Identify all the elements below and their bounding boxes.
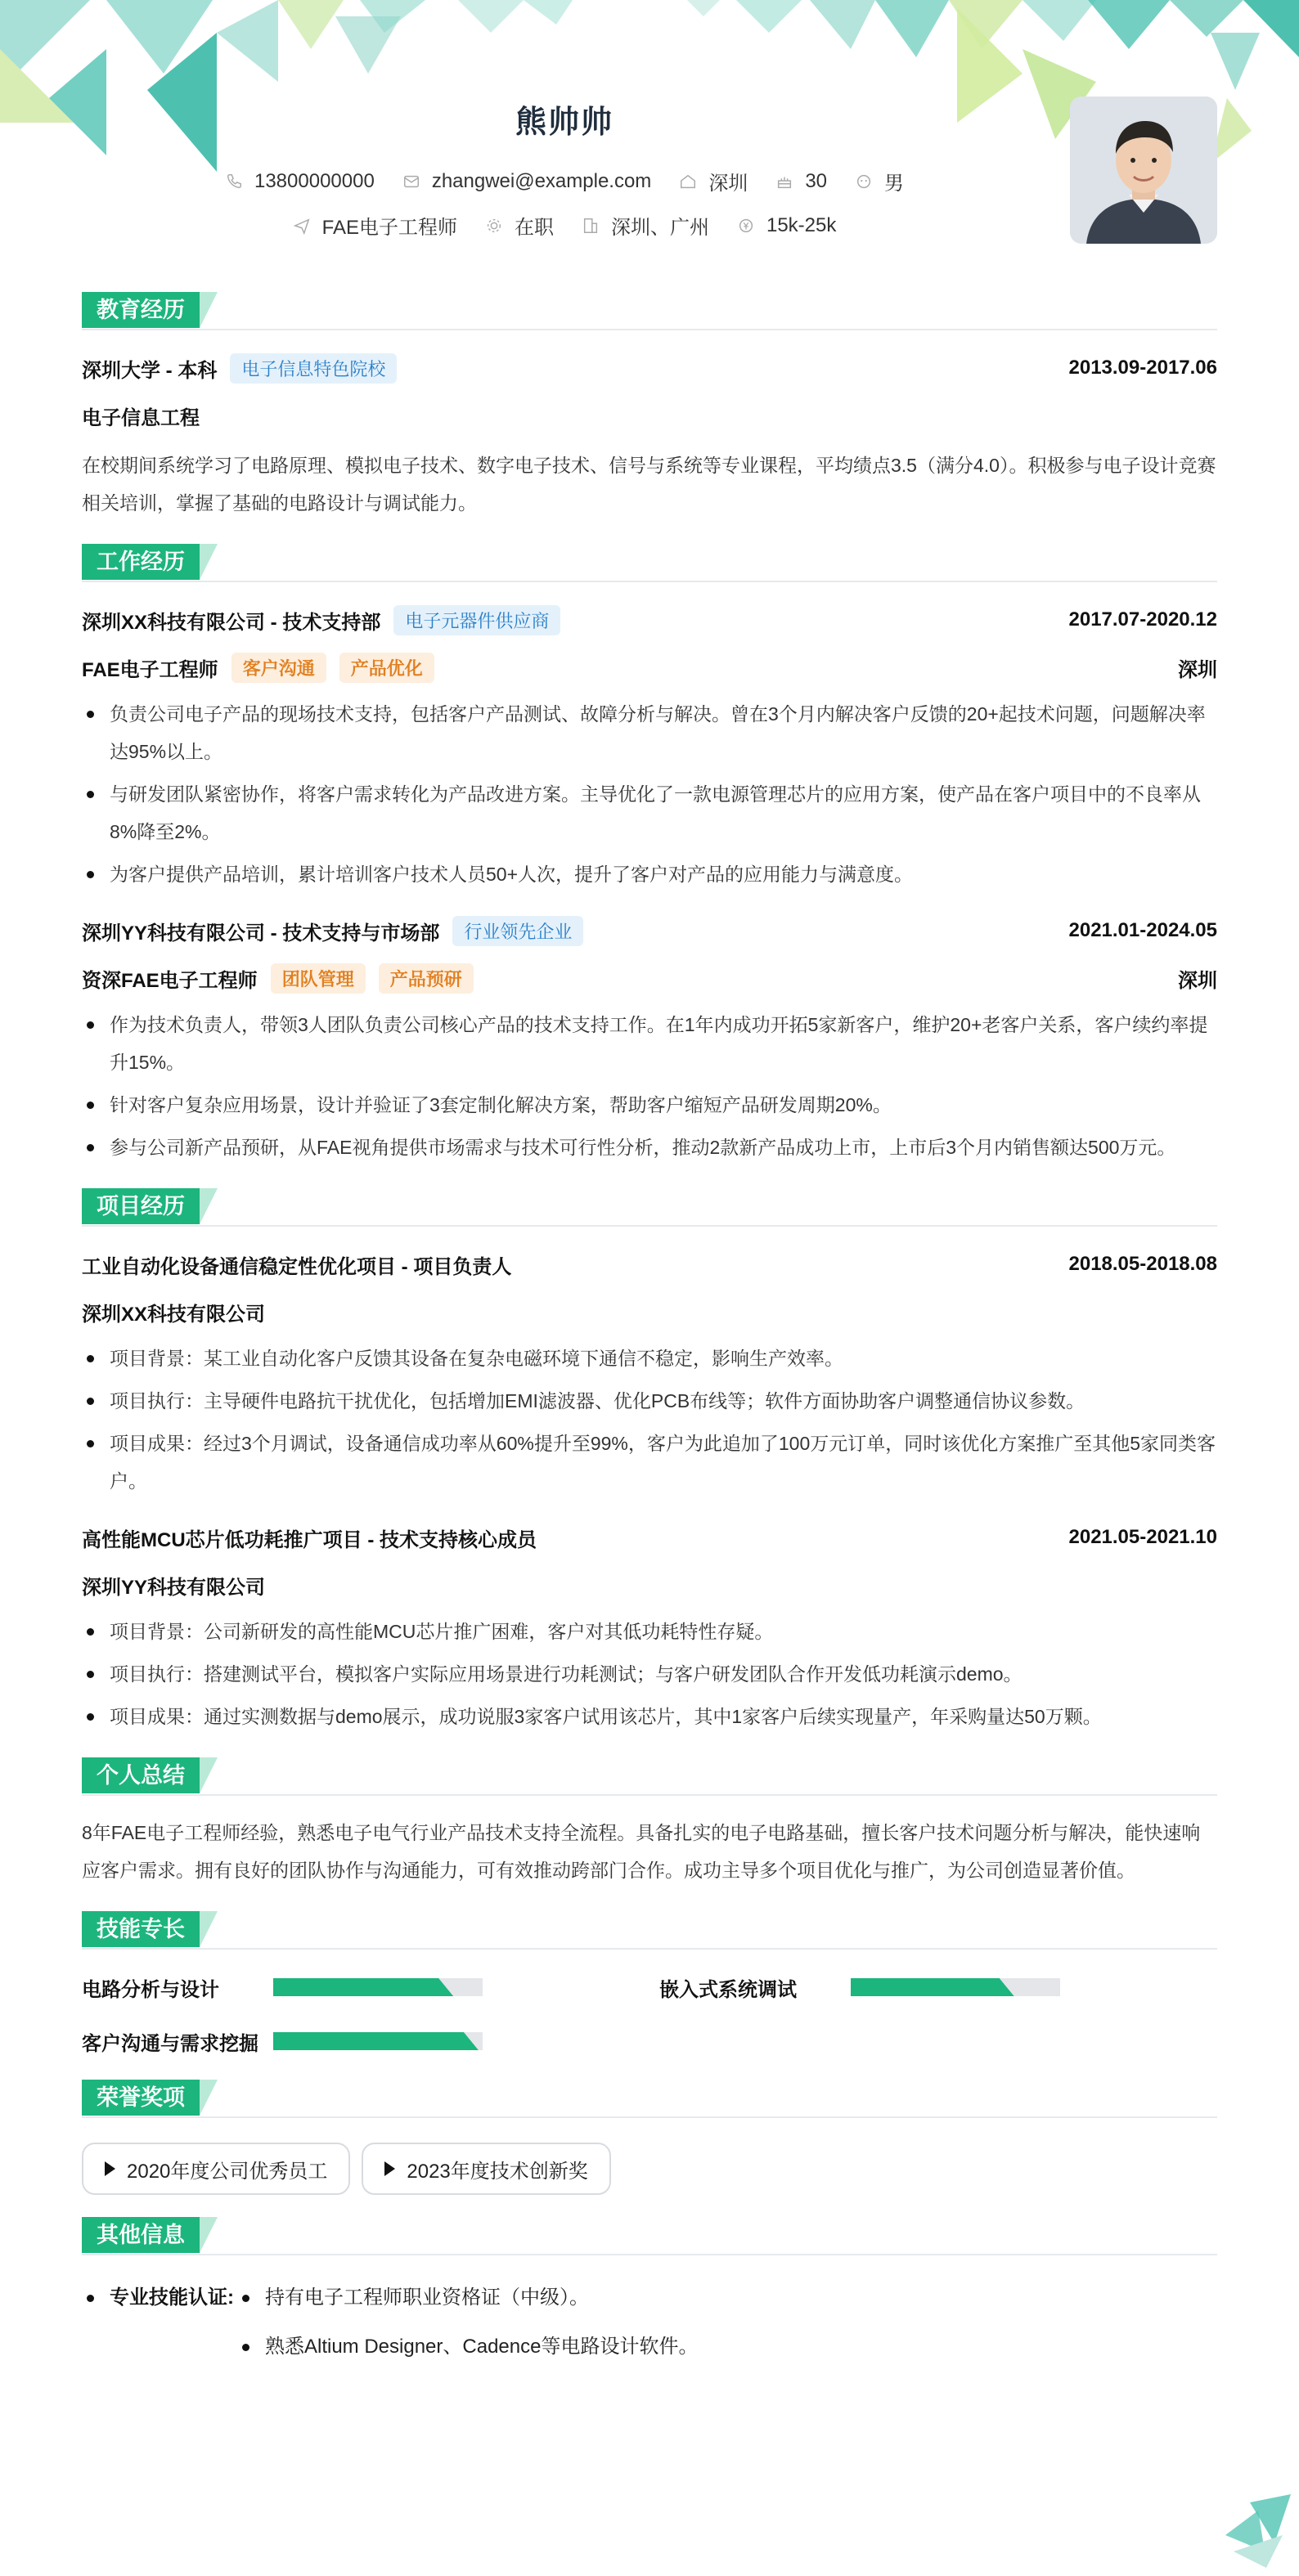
role-tag: 客户沟通 (231, 653, 326, 683)
company-name: 深圳XX科技有限公司 - 技术支持部 (82, 611, 381, 634)
mail-icon (402, 173, 420, 191)
project-company-row (82, 1295, 1217, 1328)
work-location: 深圳 (1178, 658, 1217, 681)
award-label: 2023年度技术创新奖 (407, 2160, 588, 2183)
list-item: 项目执行：主导硬件电路抗干扰优化，包括增加EMI滤波器、优化PCB布线等；软件方面协助客户调整通信协议参数。 (82, 1382, 1217, 1420)
work-company-left (82, 605, 560, 635)
project-bullets (82, 1613, 1217, 1735)
money-icon (737, 217, 755, 235)
email-item (402, 170, 652, 193)
project-entry (82, 1521, 1217, 1735)
send-icon (293, 217, 311, 235)
skill-fill (851, 1978, 1014, 1996)
status-value: 在职 (514, 217, 554, 239)
major: 电子信息工程 (82, 406, 200, 429)
job-row (82, 211, 1047, 240)
education-section (82, 291, 1217, 522)
skill-bar (273, 1978, 483, 1996)
section-tail (200, 292, 218, 328)
projects-section (82, 1187, 1217, 1735)
company-tag: 电子元器件供应商 (393, 605, 560, 635)
summary-section (82, 1757, 1217, 1889)
company-tag: 行业领先企业 (452, 916, 583, 946)
project-entry (82, 1248, 1217, 1500)
candidate-name: 熊帅帅 (515, 105, 614, 140)
skill-bar (273, 2032, 483, 2050)
work-entry (82, 914, 1217, 1166)
work-role-row (82, 962, 1217, 994)
status-item (485, 211, 554, 240)
school-tag: 电子信息特色院校 (230, 353, 397, 384)
work-date: 2021.01-2024.05 (1068, 919, 1217, 941)
avatar (1070, 96, 1217, 244)
summary-text: 8年FAE电子工程师经验，熟悉电子电气行业产品技术支持全流程。具备扎实的电子电路基础，擅长客户技术问题分析与解决，能快速响应客户需求。拥有良好的团队协作与沟通能力，可有效推动跨部门合作。成功主导多个项目优化与推广，为公司创造显著价值。 (82, 1822, 1201, 1881)
age-item (775, 170, 827, 193)
list-item: 与研发团队紧密协作，将客户需求转化为产品改进方案。主导优化了一款电源管理芯片的应用方案，使产品在客户项目中的不良率从8%降至2%。 (82, 775, 1217, 850)
section-title: 其他信息 (82, 2217, 200, 2253)
other-section (82, 2216, 1217, 2375)
salary-item (737, 214, 836, 237)
gear-icon (485, 217, 503, 235)
company-name: 深圳YY科技有限公司 - 技术支持与市场部 (82, 922, 440, 945)
project-title: 工业自动化设备通信稳定性优化项目 - 项目负责人 (82, 1255, 512, 1278)
list-item: 作为技术负责人，带领3人团队负责公司核心产品的技术支持工作。在1年内成功开拓5家新客户，维护20+老客户关系，客户续约率提升15%。 (82, 1006, 1217, 1081)
awards-list (82, 2143, 1217, 2195)
section-tail (200, 2217, 218, 2253)
project-title-row (82, 1521, 1217, 1554)
home-icon (679, 173, 697, 191)
gender-value: 男 (884, 173, 905, 195)
target-city-item (582, 211, 709, 240)
work-role-row (82, 651, 1217, 684)
other-label: 专业技能认证: (82, 2277, 237, 2375)
list-item: 项目成果：通过实测数据与demo展示，成功说服3家客户试用该芯片，其中1家客户后续实现量产，年采购量达50万颗。 (82, 1698, 1217, 1735)
list-item: 项目背景：公司新研发的高性能MCU芯片推广困难，客户对其低功耗特性存疑。 (82, 1613, 1217, 1650)
gender-item (855, 167, 904, 195)
list-item: 针对客户复杂应用场景，设计并验证了3套定制化解决方案，帮助客户缩短产品研发周期20%。 (82, 1086, 1217, 1124)
target-city-value: 深圳、广州 (610, 217, 709, 239)
education-entry (82, 352, 1217, 522)
work-location: 深圳 (1178, 969, 1217, 992)
work-role-left (82, 963, 474, 994)
section-title: 个人总结 (82, 1757, 200, 1793)
section-title: 工作经历 (82, 544, 200, 580)
list-item: 项目执行：搭建测试平台，模拟客户实际应用场景进行功耗测试；与客户研发团队合作开发低功耗演示demo。 (82, 1655, 1217, 1693)
award-badge (362, 2143, 610, 2195)
age-value: 30 (805, 169, 828, 192)
list-item: 持有电子工程师职业资格证（中级）。 (237, 2277, 698, 2319)
skill-fill (273, 2032, 479, 2050)
play-icon (105, 2161, 115, 2176)
city-item (679, 167, 748, 195)
project-company: 深圳XX科技有限公司 (82, 1303, 266, 1326)
work-role-left (82, 653, 434, 683)
phone-value: 13800000000 (254, 169, 375, 192)
summary-header (82, 1757, 1217, 1796)
skill-item (82, 2025, 659, 2058)
section-tail (200, 1911, 218, 1947)
job-title-value: FAE电子工程师 (321, 217, 457, 239)
list-item: 熟悉Altium Designer、Cadence等电路设计软件。 (237, 2326, 698, 2368)
education-header (82, 291, 1217, 330)
work-date: 2017.07-2020.12 (1068, 608, 1217, 631)
skills-section (82, 1910, 1217, 2058)
education-row (82, 352, 1217, 384)
role-name: 资深FAE电子工程师 (82, 969, 258, 992)
skill-name: 客户沟通与需求挖掘 (82, 2032, 258, 2055)
skills-header (82, 1910, 1217, 1950)
role-tag: 产品预研 (379, 963, 474, 994)
section-tail (200, 1188, 218, 1224)
work-bullets (82, 1006, 1217, 1166)
work-company-row (82, 604, 1217, 636)
salary-value: 15k-25k (766, 213, 837, 236)
work-company-row (82, 914, 1217, 947)
education-date: 2013.09-2017.06 (1068, 357, 1217, 379)
major-row (82, 399, 1217, 432)
work-company-left (82, 916, 583, 946)
contact-row (82, 167, 1047, 195)
section-title: 教育经历 (82, 292, 200, 328)
awards-section (82, 2079, 1217, 2195)
cake-icon (775, 173, 793, 191)
play-icon (384, 2161, 395, 2176)
phone-icon (225, 173, 243, 191)
phone-item (225, 170, 375, 193)
education-left (82, 353, 397, 384)
list-item: 项目成果：经过3个月调试，设备通信成功率从60%提升至99%，客户为此追加了100万元订单，同时该优化方案推广至其他5家同类客户。 (82, 1425, 1217, 1500)
project-date: 2021.05-2021.10 (1068, 1526, 1217, 1548)
skill-name: 嵌入式系统调试 (659, 1978, 797, 2001)
list-item: 项目背景：某工业自动化客户反馈其设备在复杂电磁环境下通信不稳定，影响生产效率。 (82, 1340, 1217, 1377)
projects-header (82, 1187, 1217, 1227)
skill-item (82, 1971, 659, 2004)
list-item: 参与公司新产品预研，从FAE视角提供市场需求与技术可行性分析，推动2款新产品成功上市，上市后3个月内销售额达500万元。 (82, 1129, 1217, 1166)
other-header (82, 2216, 1217, 2255)
other-list (237, 2277, 698, 2375)
skill-item (659, 1971, 1237, 2004)
project-title: 高性能MCU芯片低功耗推广项目 - 技术支持核心成员 (82, 1528, 537, 1551)
work-bullets (82, 695, 1217, 893)
section-title: 荣誉奖项 (82, 2080, 200, 2116)
work-header (82, 543, 1217, 582)
role-tag: 团队管理 (271, 963, 366, 994)
project-bullets (82, 1340, 1217, 1500)
email-value: zhangwei@example.com (431, 169, 652, 192)
resume-header (82, 0, 1217, 270)
other-info (82, 2277, 1217, 2375)
skill-bar (851, 1978, 1060, 1996)
skill-name: 电路分析与设计 (82, 1978, 219, 2001)
award-badge (82, 2143, 350, 2195)
project-company: 深圳YY科技有限公司 (82, 1576, 266, 1599)
section-title: 技能专长 (82, 1911, 200, 1947)
skill-fill (273, 1978, 453, 1996)
list-item: 负责公司电子产品的现场技术支持，包括客户产品测试、故障分析与解决。曾在3个月内解决客户反馈的20+起技术问题，问题解决率达95%以上。 (82, 695, 1217, 770)
skills-grid (82, 1971, 1217, 2058)
awards-header (82, 2079, 1217, 2118)
project-date: 2018.05-2018.08 (1068, 1253, 1217, 1275)
section-tail (200, 2080, 218, 2116)
award-label: 2020年度公司优秀员工 (127, 2160, 328, 2183)
school-name: 深圳大学 - 本科 (82, 359, 218, 382)
section-tail (200, 1757, 218, 1793)
gender-icon (855, 173, 873, 191)
job-title-item (293, 211, 457, 240)
section-title: 项目经历 (82, 1188, 200, 1224)
education-description: 在校期间系统学习了电路原理、模拟电子技术、数字电子技术、信号与系统等专业课程，平均绩点3.5（满分4.0）。积极参与电子设计竞赛相关培训，掌握了基础的电路设计与调试能力。 (82, 455, 1216, 514)
role-tag: 产品优化 (339, 653, 434, 683)
work-section (82, 543, 1217, 1166)
building-icon (582, 217, 600, 235)
work-entry (82, 604, 1217, 893)
city-value: 深圳 (708, 173, 748, 195)
section-tail (200, 544, 218, 580)
list-item: 为客户提供产品培训，累计培训客户技术人员50+人次，提升了客户对产品的应用能力与满意度。 (82, 855, 1217, 893)
project-title-row (82, 1248, 1217, 1281)
project-company-row (82, 1568, 1217, 1601)
role-name: FAE电子工程师 (82, 658, 218, 681)
